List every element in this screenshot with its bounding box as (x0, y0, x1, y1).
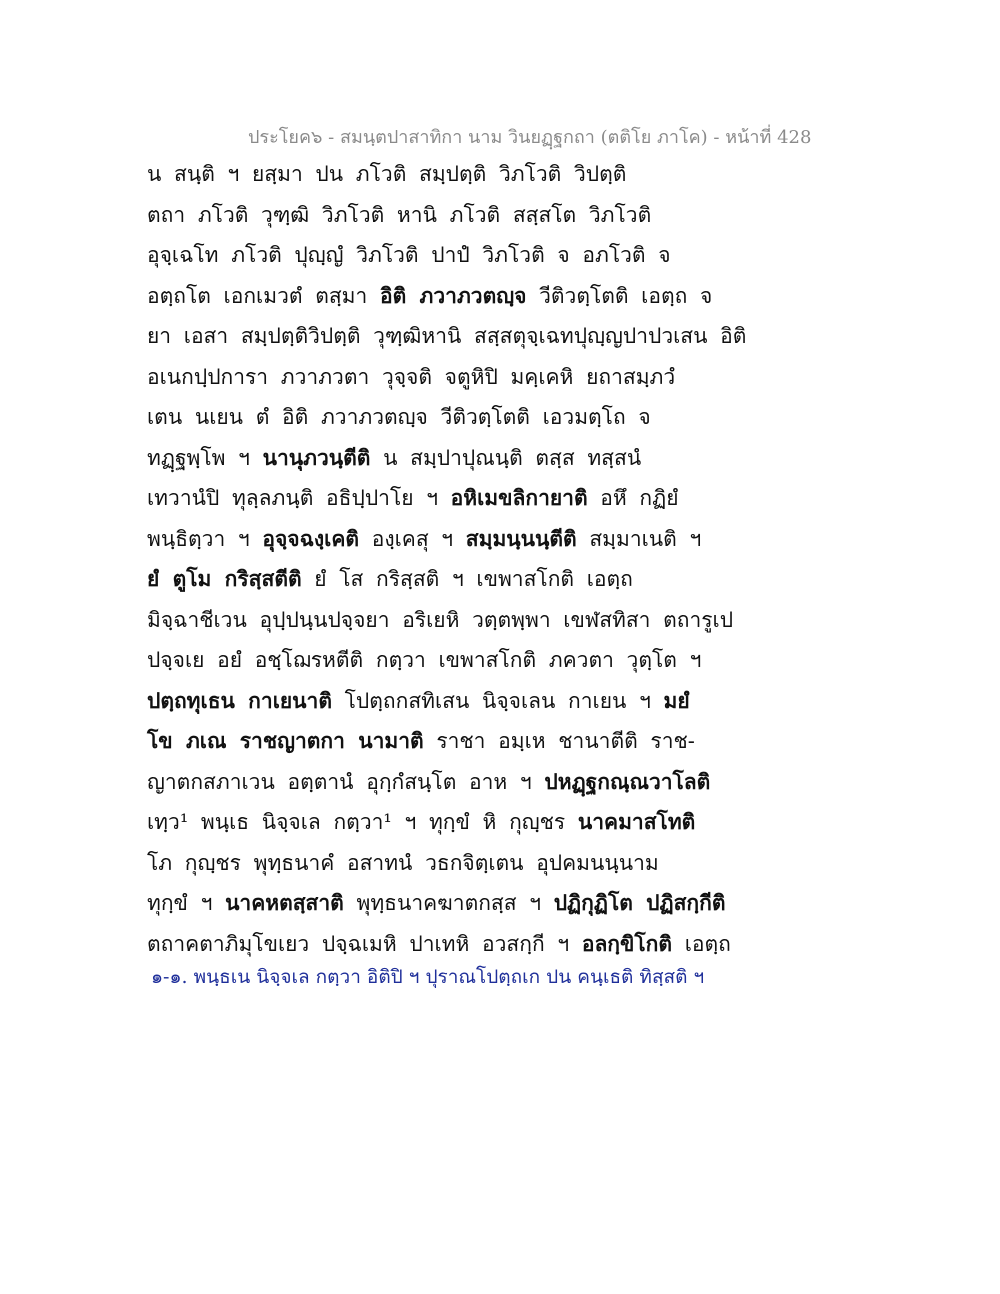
bold-term: มยํ (663, 687, 690, 713)
text-segment: ราชา อมฺเห ชานาตีติ ราช- (423, 729, 695, 753)
text-line (147, 883, 847, 924)
text-segment: พุทฺธนาคฆาตกสฺส ฯ (343, 891, 554, 915)
text-segment: วีติวตฺโตติ เอตฺถ จ (526, 283, 713, 308)
text-segment: อหึ กฏิยํ (587, 486, 679, 510)
text-segment: สมฺมาเนติ ฯ (576, 526, 702, 551)
text-segment: ปจฺจเย อยํ อชฺโฌรหตีติ กตฺวา เขพาสโกติ ภควตา วุตฺโต ฯ (147, 648, 702, 672)
bold-term: นาคมาสโทติ (577, 809, 696, 834)
text-segment: น สนฺติ ฯ ยสฺมา ปน ภโวติ สมฺปตฺติ วิภโวติ วิปตฺติ (147, 162, 627, 186)
text-line (147, 276, 847, 317)
text-line (147, 559, 847, 600)
text-line (147, 600, 847, 641)
text-segment: ทุกฺขํ ฯ (147, 891, 226, 915)
text-line (147, 438, 847, 479)
text-line (147, 802, 847, 843)
text-line (147, 843, 847, 884)
text-segment: เตน นเยน ตํ อิติ ภวาภวตญฺจ วีติวตฺโตติ เอวมตฺโถ จ (147, 405, 651, 429)
text-segment: ยํ โส กริสฺสติ ฯ เขพาสโกติ เอตฺถ (301, 567, 633, 591)
text-segment: เทวานํปิ ทุลฺลภนฺติ อธิปฺปาโย ฯ (147, 486, 451, 510)
text-segment: อเนกปฺปการา ภวาภวตา วุจฺจติ จตูหิปิ มคฺเคหิ ยถาสมฺภวํ (147, 364, 676, 389)
text-segment: พนฺธิตฺวา ฯ (147, 526, 263, 551)
text-line (147, 721, 847, 762)
bold-term: ปหฏฺฐกณฺณวาโลติ (544, 768, 711, 794)
text-line (147, 924, 847, 965)
text-segment: โภ กุญฺชร พุทฺธนาคํ อสาทนํ วธกจิตฺเตน อุปคมนนฺนาม (147, 850, 659, 875)
bold-term: สมฺมนฺนนฺตีติ (465, 525, 577, 551)
bold-term: ยํ ตูโม กริสฺสตีติ (147, 566, 302, 591)
text-segment: อุจฺเฉโท ภโวติ ปุญฺญํ วิภโวติ ปาปํ วิภโวติ จ อภโวติ จ (147, 243, 671, 267)
bold-term: อลกฺขิโกติ (581, 930, 673, 956)
bold-term: ปฏิกุฏิโต ปฏิสกฺกีติ (553, 890, 726, 915)
bold-term: อิติ ภวาภวตญฺจ (379, 282, 527, 308)
text-segment: ทฏฺฐพฺโพ ฯ (147, 445, 263, 470)
text-line (147, 397, 847, 438)
bold-term: ปตฺถทุเธน กาเยนาติ (147, 687, 332, 713)
text-segment: น สมฺปาปุณนฺติ ตสฺส ทสฺสนํ (370, 445, 642, 470)
text-segment: เอตฺถ (672, 931, 731, 956)
text-line (147, 235, 847, 276)
text-segment: ญาตกสภาเวน อตฺตานํ อุกฺกํสนฺโต อาห ฯ (147, 769, 545, 794)
text-line (147, 154, 847, 195)
text-segment: โปตฺถกสทิเสน นิจฺจเลน กาเยน ฯ (331, 688, 664, 713)
text-segment: ยา เอสา สมฺปตฺติวิปตฺติ วุฑฺฒิหานิ สสฺสตุจฺเฉทปุญฺญปาปวเสน อิติ (147, 324, 747, 348)
text-segment: องฺเคสุ ฯ (359, 526, 466, 551)
text-line (147, 640, 847, 681)
text-line (147, 195, 847, 236)
bold-term: นาคหตสฺสาติ (225, 890, 344, 915)
bold-term: นานุภวนฺตีติ (262, 444, 371, 470)
bold-term: อุจฺจฉงฺเคติ (262, 525, 360, 551)
text-segment: อตฺถโต เอกเมวตํ ตสฺมา (147, 283, 380, 308)
bold-term: โข ภเณ ราชญาตกา นามาติ (147, 728, 424, 753)
text-line (147, 316, 847, 357)
text-line (147, 681, 847, 722)
page-header: ประโยค๖ - สมนฺตปาสาทิกา นาม วินยฏฺฐกถา (ตติโย ภาโค) - หน้าที่ 428 (248, 127, 812, 148)
body-text (147, 154, 847, 964)
text-line (147, 357, 847, 398)
text-line (147, 519, 847, 560)
text-segment: มิจฺฉาชีเวน อุปฺปนฺนปจฺจยา อริเยหิ วตฺตพฺพา เขฬสทิสา ตถารูเป (147, 607, 734, 632)
text-line (147, 762, 847, 803)
text-segment: เทฺว¹ พนฺเธ นิจฺจเล กตฺวา¹ ฯ ทุกฺขํ หิ กุญฺชร (147, 810, 578, 834)
text-segment: ตถา ภโวติ วุฑฺฒิ วิภโวติ หานิ ภโวติ สสฺสโต วิภโวติ (147, 202, 652, 227)
text-line (147, 478, 847, 519)
bold-term: อหิเมขลิกายาติ (450, 485, 588, 510)
footnote: ๑-๑. พนฺธเน นิจฺจเล กตฺวา อิติปิ ฯ ปุราณโปตฺถเก ปน คนฺเธติ ทิสฺสติ ฯ (151, 966, 705, 988)
text-segment: ตถาคตาภิมุโขเยว ปจฺฉเมหิ ปาเทหิ อวสกฺกี ฯ (147, 931, 582, 956)
